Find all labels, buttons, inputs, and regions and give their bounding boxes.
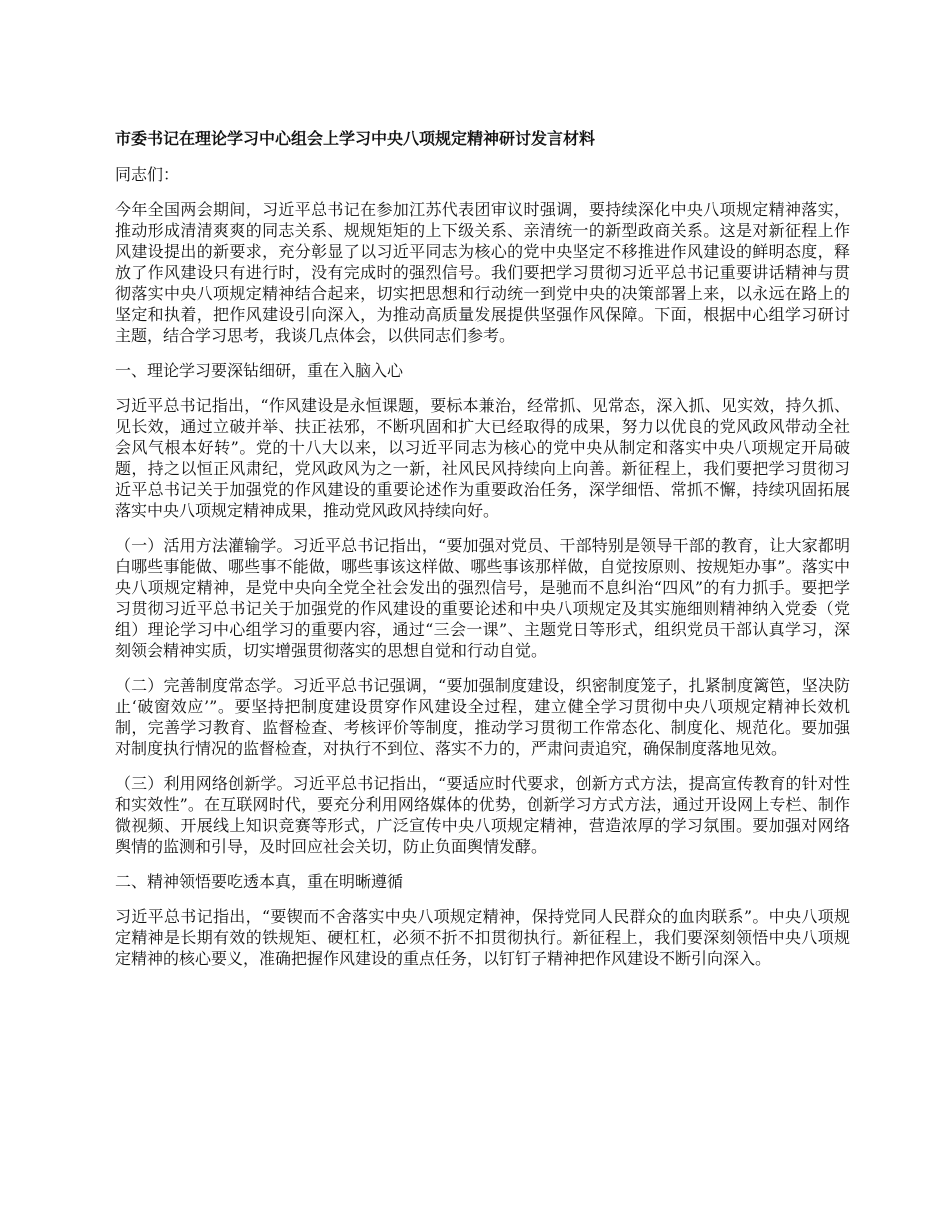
section-1-paragraph: 习近平总书记指出，“作风建设是永恒课题，要标本兼治，经常抓、见常态，深入抓、见实效，持久抓、见长效，通过立破并举、扶正祛邪，不断巩固和扩大已经取得的成果，努力以优良的党风政风带动全社会风气根本好转”。党的十八大以来，以习近平同志为核心的党中央从制定和落实中央八项规定开局破题，持之以恒正风肃纪，党风政风为之一新，社风民风持续向上向善。新征程上，我们要把学习贯彻习近平总书记关于加强党的作风建设的重要论述作为重要政治任务，深学细悟、常抓不懈，持续巩固拓展落实中央八项规定精神成果，推动党风政风持续向好。 [115, 396, 850, 520]
section-2-heading: 二、精神领悟要吃透本真，重在明晰遵循 [115, 872, 404, 891]
intro-paragraph: 今年全国两会期间，习近平总书记在参加江苏代表团审议时强调，要持续深化中央八项规定精神落实，推动形成清清爽爽的同志关系、规规矩矩的上下级关系、亲清统一的新型政商关系。这是对新征程上作风建设提出的新要求，充分彰显了以习近平同志为核心的党中央坚定不移推进作风建设的鲜明态度，释放了作风建设只有进行时，没有完成时的强烈信号。我们要把学习贯彻习近平总书记重要讲话精神与贯彻落实中央八项规定精神结合起来，切实把思想和行动统一到党中央的决策部署上来，以永远在路上的坚定和执着，把作风建设引向深入，为推动高质量发展提供坚强作风保障。下面，根据中心组学习研讨主题，结合学习思考，我谈几点体会，以供同志们参考。 [115, 200, 850, 345]
section-1-heading: 一、理论学习要深钻细研，重在入脑入心 [115, 361, 404, 380]
subsection-3-paragraph: （三）利用网络创新学。习近平总书记指出，“要适应时代要求，创新方式方法，提高宣传教育的针对性和实效性”。在互联网时代，要充分利用网络媒体的优势，创新学习方式方法，通过开设网上专栏、制作微视频、开展线上知识竞赛等形式，广泛宣传中央八项规定精神，营造浓厚的学习氛围。要加强对网络舆情的监测和引导，及时回应社会关切，防止负面舆情发酵。 [115, 774, 850, 856]
section-2-paragraph: 习近平总书记指出，“要锲而不舍落实中央八项规定精神，保持党同人民群众的血肉联系”。中央八项规定精神是长期有效的铁规矩、硬杠杠，必须不折不扣贯彻执行。新征程上，我们要深刻领悟中央八项规定精神的核心要义，准确把握作风建设的重点任务，以钉钉子精神把作风建设不断引向深入。 [115, 907, 850, 968]
document-title: 市委书记在理论学习中心组会上学习中央八项规定精神研讨发言材料 [115, 129, 596, 148]
subsection-2-paragraph: （二）完善制度常态学。习近平总书记强调，“要加强制度建设，织密制度笼子，扎紧制度篱笆，坚决防止‘破窗效应’”。要坚持把制度建设贯穿作风建设全过程，建立健全学习贯彻中央八项规定精神长效机制，完善学习教育、监督检查、考核评价等制度，推动学习贯彻工作常态化、制度化、规范化。要加强对制度执行情况的监督检查，对执行不到位、落实不力的，严肃问责追究，确保制度落地见效。 [115, 676, 850, 758]
document-page [115, 128, 850, 983]
subsection-1-paragraph: （一）活用方法灌输学。习近平总书记指出，“要加强对党员、干部特别是领导干部的教育，让大家都明白哪些事能做、哪些事不能做，哪些事该这样做、哪些事该那样做，自觉按原则、按规矩办事”。落实中央八项规定精神，是党中央向全党全社会发出的强烈信号，是驰而不息纠治“四风”的有力抓手。要把学习贯彻习近平总书记关于加强党的作风建设的重要论述和中央八项规定及其实施细则精神纳入党委（党组）理论学习中心组学习的重要内容，通过“三会一课”、主题党日等形式，组织党员干部认真学习，深刻领会精神实质，切实增强贯彻落实的思想自觉和行动自觉。 [115, 536, 850, 660]
salutation: 同志们： [115, 165, 180, 184]
